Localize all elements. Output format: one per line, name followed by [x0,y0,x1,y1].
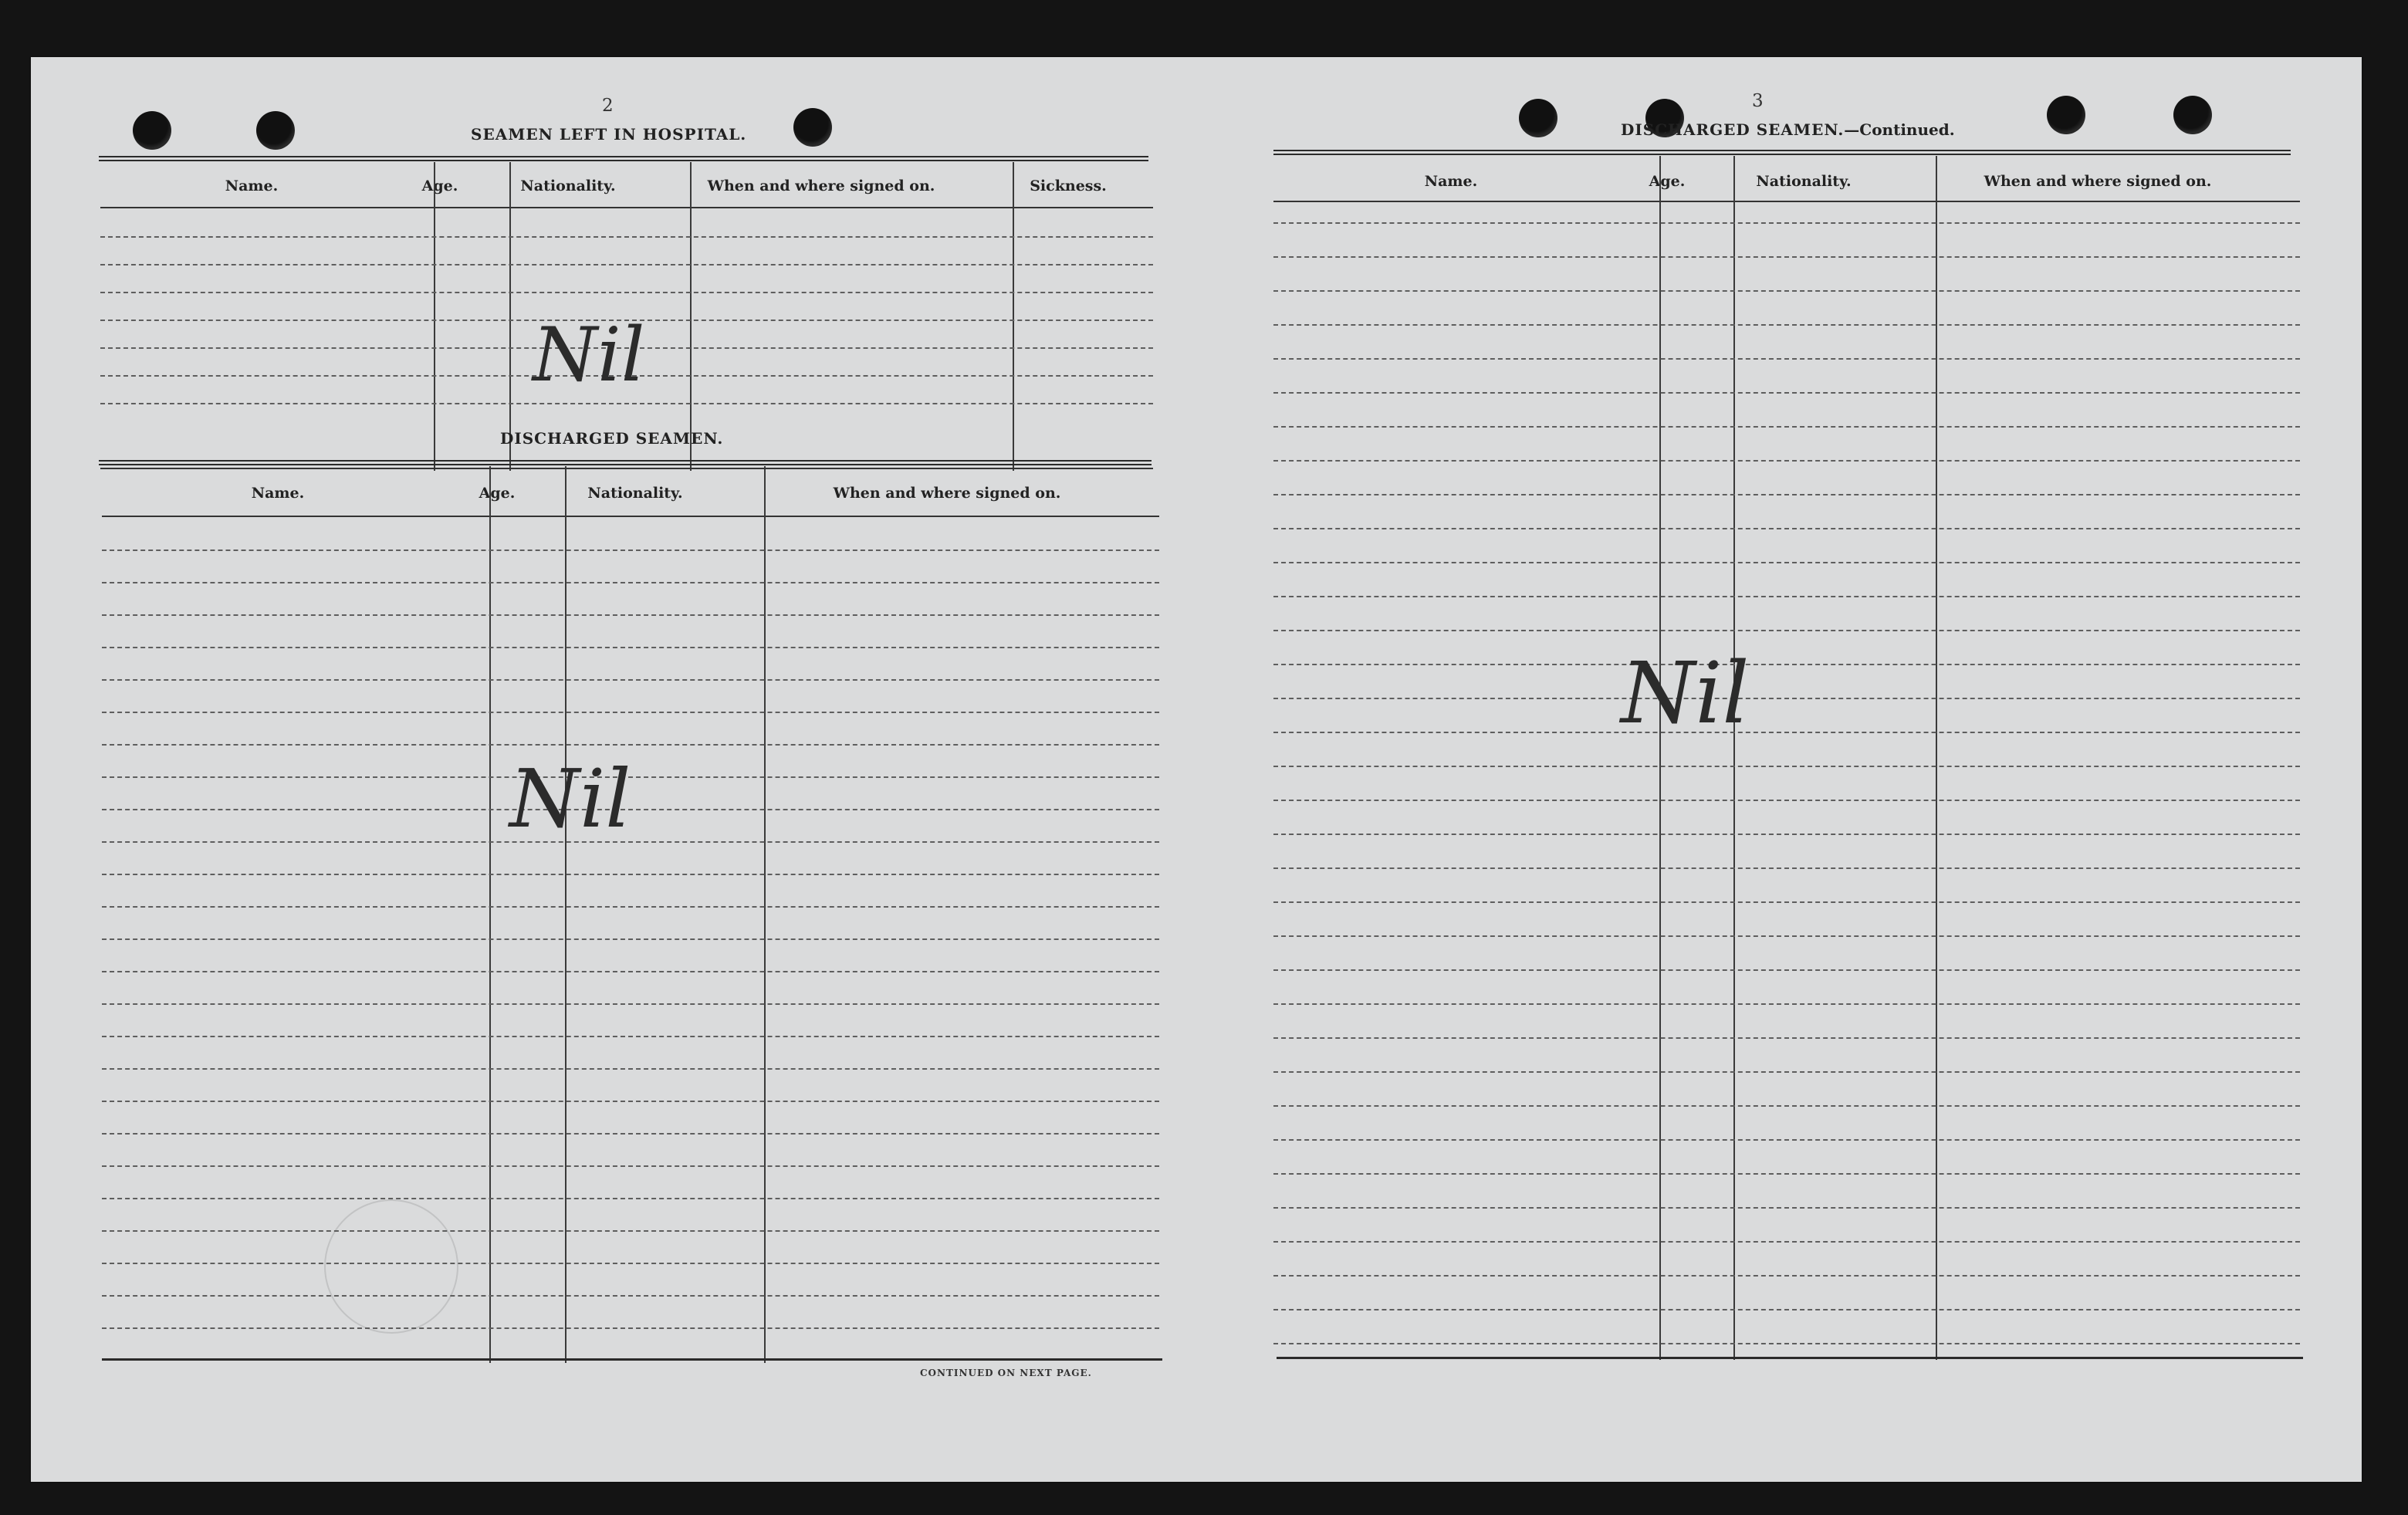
discharged-nil-entry-right: Nil [1621,644,1750,742]
column-header-name: Name. [225,178,279,194]
discharged-continued-top-rule [1273,150,2291,155]
column-header-name: Name. [251,485,305,502]
faded-stamp [324,1199,458,1334]
hospital-section-title: SEAMEN LEFT IN HOSPITAL. [471,125,747,144]
discharged-nil-entry-left: Nil [509,752,631,846]
right-page [1189,57,2362,1482]
column-header-name: Name. [1424,173,1478,190]
column-header-age: Age. [1649,173,1686,190]
column-header-nationality: Nationality. [587,485,683,502]
page-number: 3 [1752,91,1764,111]
document-sheet [31,57,2362,1482]
continued-note: CONTINUED ON NEXT PAGE. [920,1368,1092,1378]
hospital-nil-entry: Nil [533,312,645,398]
hospital-top-rule [99,156,1148,161]
page-number: 2 [602,96,614,116]
column-header-sickness: Sickness. [1030,178,1107,194]
discharged-table-left [102,466,1159,1363]
discharged-top-rule [99,460,1152,465]
section-title-main: DISCHARGED SEAMEN. [1621,120,1845,139]
discharged-bottom-rule-right [1277,1357,2303,1359]
column-header-age: Age. [421,178,458,194]
discharged-table-right [1273,156,2300,1360]
column-header-when-where: When and where signed on. [833,485,1061,502]
section-title-suffix: —Continued. [1844,120,1955,139]
column-header-nationality: Nationality. [1756,173,1852,190]
discharged-section-title: DISCHARGED SEAMEN. [500,429,724,448]
column-header-when-where: When and where signed on. [707,178,935,194]
column-header-when-where: When and where signed on. [1984,173,2212,190]
discharged-bottom-rule-left [102,1358,1162,1361]
column-header-nationality: Nationality. [520,178,616,194]
column-header-age: Age. [479,485,516,502]
left-page [31,57,1189,1482]
discharged-continued-title [1621,120,1955,139]
